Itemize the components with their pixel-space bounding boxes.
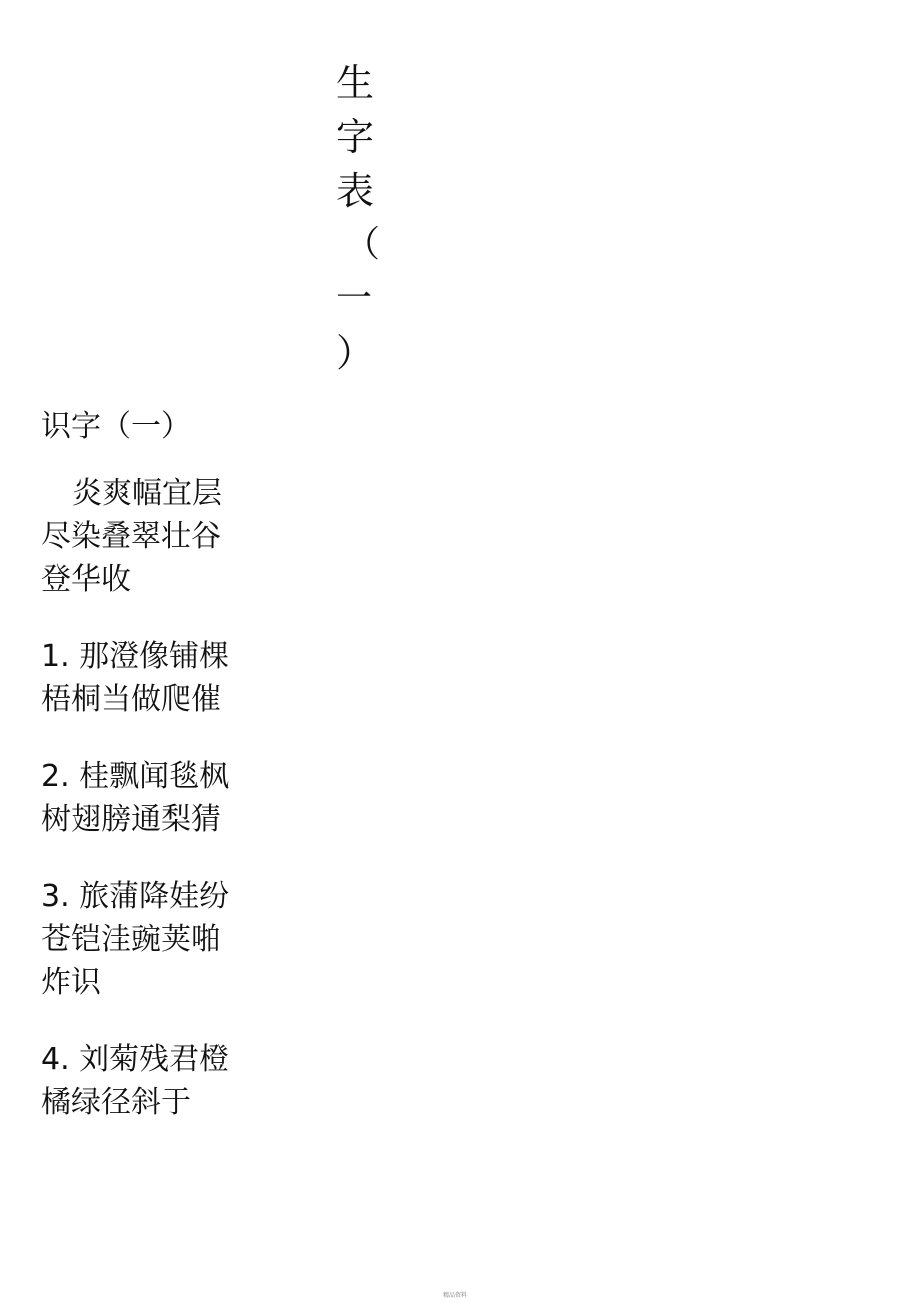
title-char: 一 <box>336 278 373 319</box>
character-list-3: 3. 旅蒲降娃纷苍铠洼豌荚啪炸识 <box>41 879 230 1000</box>
title-char: ） <box>336 331 375 375</box>
title-char: （ <box>344 224 381 265</box>
character-list-1: 1. 那澄像铺棵梧桐当做爬催 <box>41 639 230 717</box>
section-heading: 识字（一） <box>41 409 191 444</box>
content-column <box>41 406 251 1158</box>
character-list-2: 2. 桂飘闻毯枫树翅膀通梨猜 <box>41 759 230 837</box>
page-footer: 精品资料 <box>443 1292 468 1299</box>
character-list-intro: 炎爽幅宜层尽染叠翠壮谷登华收 <box>41 476 222 597</box>
title-char: 字 <box>336 115 375 159</box>
character-list-4: 4. 刘菊残君橙橘绿径斜于 <box>41 1042 230 1120</box>
vertical-title <box>336 61 384 388</box>
title-char: 生 <box>336 61 375 105</box>
title-char: 表 <box>336 169 375 213</box>
